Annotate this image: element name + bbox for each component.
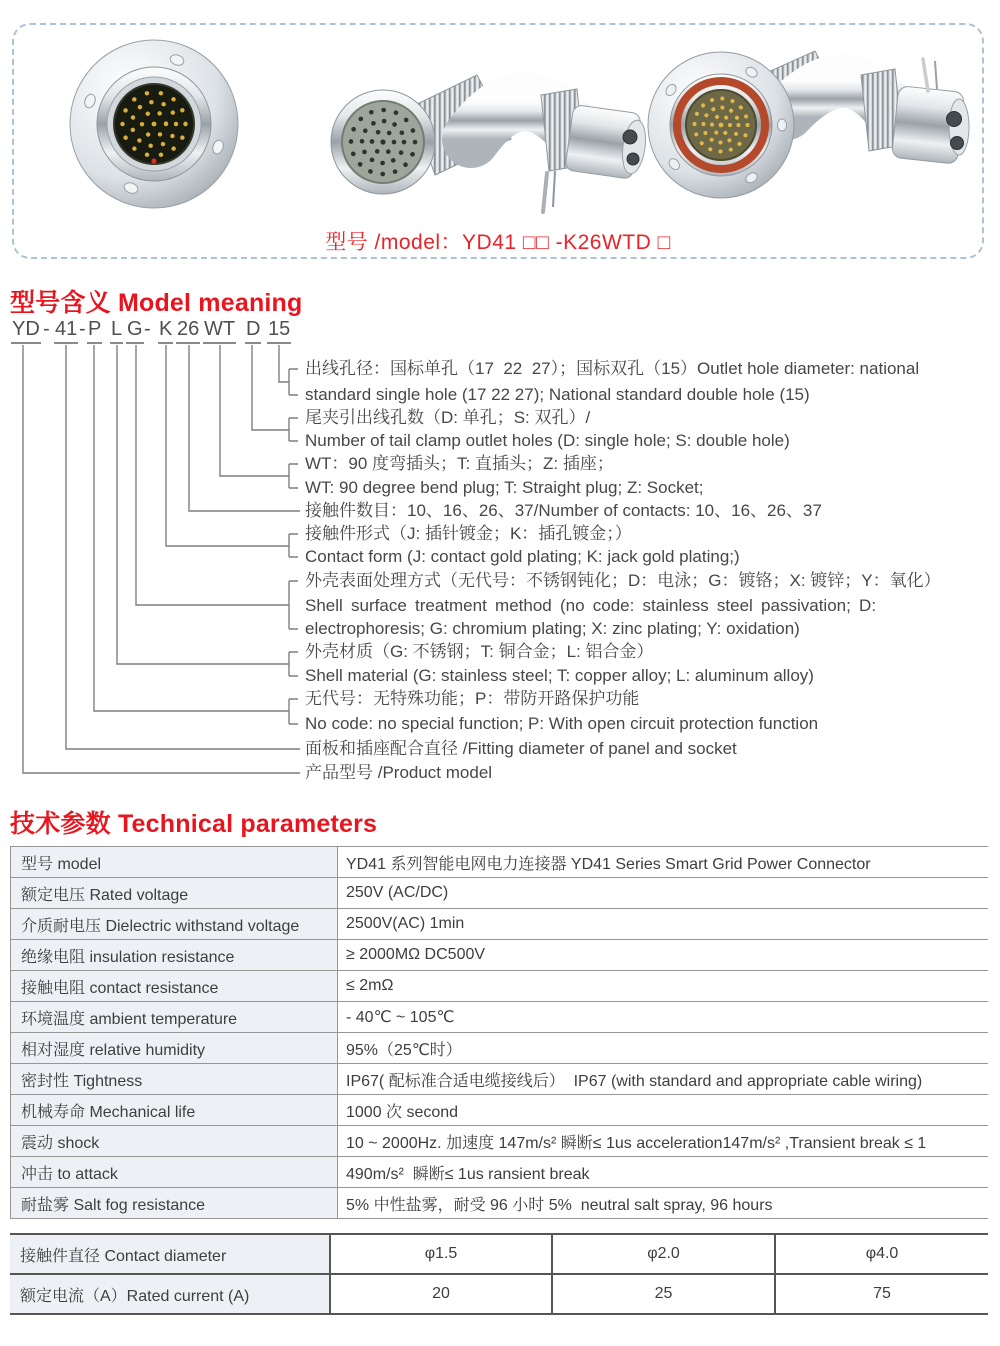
spec-label: 型号 model bbox=[11, 847, 338, 878]
model-code-description: 外壳表面处理方式（无代号：不锈钢钝化；D：电泳；G：镀铬；X: 镀锌；Y：氧化） bbox=[305, 571, 941, 590]
model-code-description: 面板和插座配合直径 /Fitting diameter of panel and socket bbox=[305, 739, 737, 758]
model-code-description: electrophoresis; G: chromium plating; X: zinc plating; Y: oxidation) bbox=[305, 619, 800, 638]
spec-label: 额定电流（A）Rated current (A) bbox=[10, 1274, 330, 1314]
connector-line bbox=[166, 345, 298, 557]
spec-value: IP67( 配标准合适电缆接线后） IP67 (with standard and appropriate cable wiring) bbox=[338, 1064, 989, 1095]
table-row bbox=[11, 1095, 989, 1126]
model-code-description: No code: no special function; P: With open circuit protection function bbox=[305, 714, 819, 733]
spec-value: 10 ~ 2000Hz. 加速度 147m/s² 瞬断≤ 1us acceleration147m/s² ,Transient break ≤ 1 bbox=[338, 1126, 989, 1157]
model-code-description: WT：90 度弯插头；T: 直插头；Z: 插座； bbox=[305, 454, 614, 473]
spec-value: 75 bbox=[775, 1274, 988, 1314]
connector-line bbox=[66, 345, 300, 749]
spec-value: 250V (AC/DC) bbox=[338, 878, 989, 909]
spec-label: 密封性 Tightness bbox=[11, 1064, 338, 1095]
flange-socket-connector-photo bbox=[54, 27, 254, 222]
table-row bbox=[11, 1002, 989, 1033]
model-code-segment: D bbox=[245, 316, 261, 344]
model-code-segment: G bbox=[126, 316, 144, 344]
connector-line bbox=[279, 345, 298, 395]
table-row bbox=[11, 1033, 989, 1064]
spec-label: 相对湿度 relative humidity bbox=[11, 1033, 338, 1064]
spec-value: YD41 系列智能电网电力连接器 YD41 Series Smart Grid Power Connector bbox=[338, 847, 989, 878]
spec-value: φ4.0 bbox=[775, 1234, 988, 1274]
connector-line bbox=[220, 345, 298, 488]
contact-rating-table bbox=[10, 1233, 988, 1315]
spec-value: ≤ 2mΩ bbox=[338, 971, 989, 1002]
table-row bbox=[11, 909, 989, 940]
spec-label: 机械寿命 Mechanical life bbox=[11, 1095, 338, 1126]
model-code-description: Shell surface treatment method (no code: stainless steel passivation; D: bbox=[305, 596, 877, 615]
connector-line bbox=[136, 345, 298, 629]
table-row bbox=[11, 971, 989, 1002]
technical-parameters-table bbox=[10, 846, 988, 1219]
spec-value: φ2.0 bbox=[552, 1234, 775, 1274]
connector-line bbox=[94, 345, 298, 724]
model-code-description: standard single hole (17 22 27); National standard double hole (15) bbox=[305, 385, 810, 404]
spec-label: 绝缘电阻 insulation resistance bbox=[11, 940, 338, 971]
spec-label: 接触电阻 contact resistance bbox=[11, 971, 338, 1002]
spec-value: 2500V(AC) 1min bbox=[338, 909, 989, 940]
spec-value: 1000 次 second bbox=[338, 1095, 989, 1126]
spec-label: 接触件直径 Contact diameter bbox=[10, 1234, 330, 1274]
spec-value: 95%（25℃时） bbox=[338, 1033, 989, 1064]
connector-line bbox=[252, 345, 298, 441]
table-row bbox=[11, 847, 989, 878]
connector-line bbox=[23, 345, 300, 773]
connector-line bbox=[117, 345, 298, 676]
model-code-description: 出线孔径：国标单孔（17 22 27）；国标双孔（15）Outlet hole diameter: national bbox=[305, 359, 920, 378]
spec-label: 震动 shock bbox=[11, 1126, 338, 1157]
model-code-description: 接触件数目：10、16、26、37/Number of contacts: 10、16、26、37 bbox=[305, 501, 822, 520]
right-angle-plug-connector-photo bbox=[319, 47, 649, 222]
model-code-segment: 41 bbox=[54, 316, 78, 344]
model-code-description: Contact form (J: contact gold plating; K: jack gold plating;) bbox=[305, 547, 740, 566]
model-code-segment: YD bbox=[11, 316, 41, 344]
spec-value: 25 bbox=[552, 1274, 775, 1314]
model-code-description: 接触件形式（J: 插针镀金；K：插孔镀金；） bbox=[305, 524, 632, 543]
spec-label: 冲击 to attack bbox=[11, 1157, 338, 1188]
model-code-segment: WT bbox=[203, 316, 236, 344]
table-row bbox=[11, 940, 989, 971]
spec-value: ≥ 2000MΩ DC500V bbox=[338, 940, 989, 971]
model-code-description: 产品型号 /Product model bbox=[305, 763, 493, 782]
spec-value: φ1.5 bbox=[330, 1234, 552, 1274]
model-code-description: Shell material (G: stainless steel; T: copper alloy; L: aluminum alloy) bbox=[305, 666, 814, 685]
table-row bbox=[10, 1274, 988, 1314]
product-model-label: 型号 /model：YD41 □□ -K26WTD □ bbox=[325, 231, 671, 254]
spec-label: 环境温度 ambient temperature bbox=[11, 1002, 338, 1033]
model-code-separator: - bbox=[144, 318, 151, 340]
spec-value: 490m/s² 瞬断≤ 1us ransient break bbox=[338, 1157, 989, 1188]
model-code-description: WT: 90 degree bend plug; T: Straight plug; Z: Socket; bbox=[305, 478, 704, 497]
product-image-panel bbox=[12, 23, 984, 259]
model-code-description: 外壳材质（G: 不锈钢；T: 铜合金；L: 铝合金） bbox=[305, 642, 654, 661]
spec-value: - 40℃ ~ 105℃ bbox=[338, 1002, 989, 1033]
table-row bbox=[10, 1234, 988, 1274]
model-code-segment: K bbox=[158, 316, 173, 344]
spec-label: 额定电压 Rated voltage bbox=[11, 878, 338, 909]
section-heading-technical-parameters: 技术参数 Technical parameters bbox=[10, 810, 378, 838]
connector-line bbox=[189, 345, 300, 511]
model-code-segment: P bbox=[87, 316, 102, 344]
model-code-description: Number of tail clamp outlet holes (D: single hole; S: double hole) bbox=[305, 431, 790, 450]
model-code-description: 无代号：无特殊功能；P：带防开路保护功能 bbox=[305, 689, 640, 708]
spec-value: 5% 中性盐雾，耐受 96 小时 5% neutral salt spray, 96 hours bbox=[338, 1188, 989, 1219]
spec-value: 20 bbox=[330, 1274, 552, 1314]
model-code-separator: - bbox=[79, 318, 86, 340]
model-code-segment: L bbox=[110, 316, 123, 344]
table-row bbox=[11, 878, 989, 909]
model-code-separator: - bbox=[43, 318, 50, 340]
spec-label: 介质耐电压 Dielectric withstand voltage bbox=[11, 909, 338, 940]
table-row bbox=[11, 1188, 989, 1219]
model-code-segment: 26 bbox=[176, 316, 200, 344]
spec-label: 耐盐雾 Salt fog resistance bbox=[11, 1188, 338, 1219]
flange-right-angle-plug-connector-photo bbox=[637, 33, 982, 223]
model-code-segment: 15 bbox=[267, 316, 291, 344]
table-row bbox=[11, 1064, 989, 1095]
table-row bbox=[11, 1157, 989, 1188]
section-heading-model-meaning: 型号含义 Model meaning bbox=[10, 289, 303, 317]
model-code-description: 尾夹引出线孔数（D: 单孔；S: 双孔）/ bbox=[305, 408, 591, 427]
table-row bbox=[11, 1126, 989, 1157]
